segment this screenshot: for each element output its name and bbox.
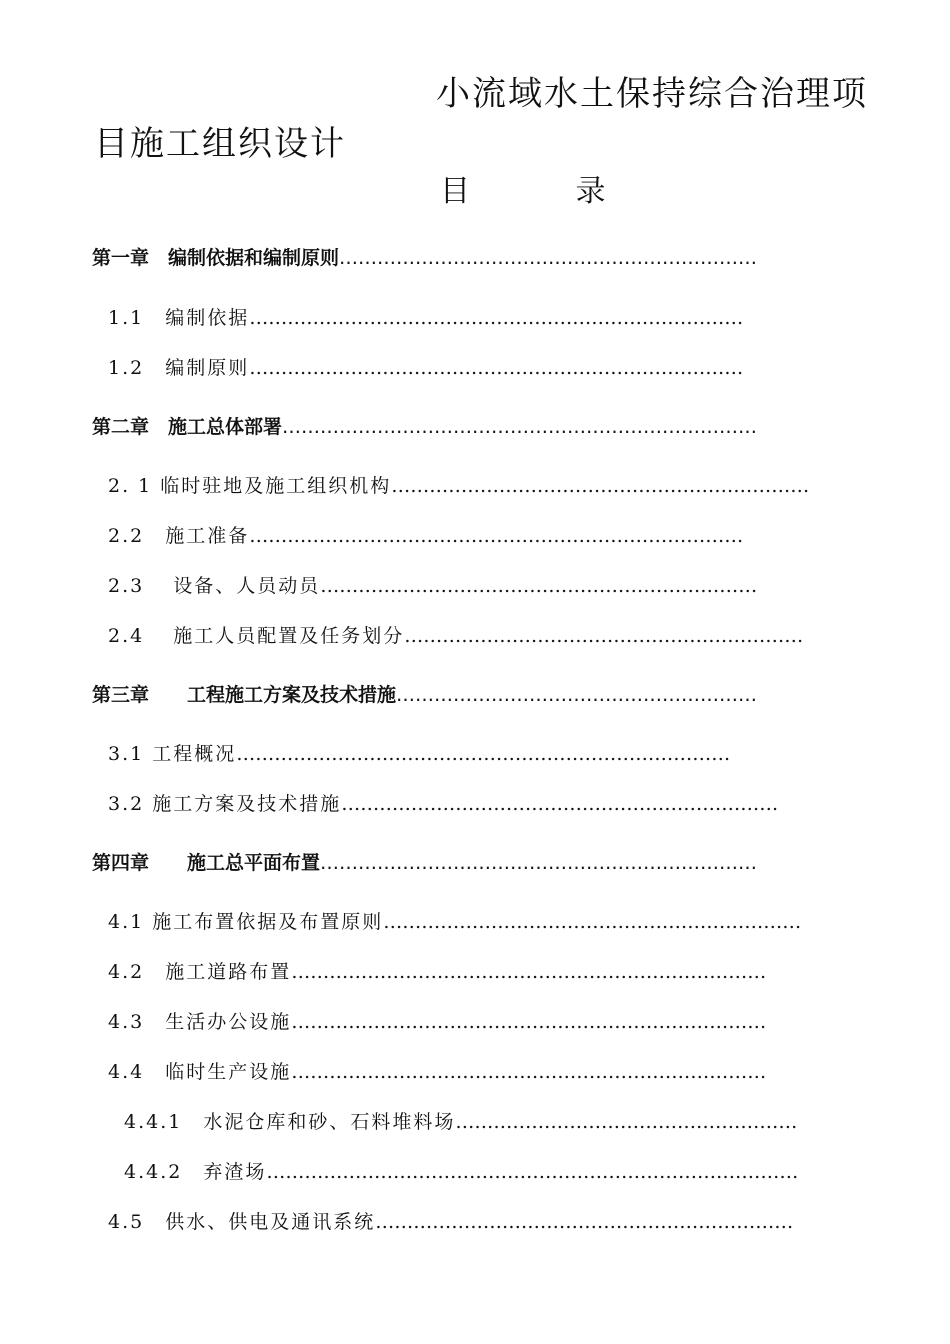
toc-chapter-1[interactable]: 第一章 编制依据和编制原则…………………………………………………………: [92, 247, 758, 269]
toc-section-3-2[interactable]: 3.2 施工方案及技术措施……………………………………………………………: [108, 793, 779, 815]
doc-title-line1: 小流域水土保持综合治理项: [436, 74, 868, 114]
toc-section-2-1[interactable]: 2. 1 临时驻地及施工组织机构…………………………………………………………: [108, 475, 810, 497]
toc-section-4-2[interactable]: 4.2 施工道路布置…………………………………………………………………: [108, 961, 767, 983]
toc-section-2-4[interactable]: 2.4 施工人员配置及任务划分………………………………………………………: [108, 625, 804, 647]
toc-section-3-1[interactable]: 3.1 工程概况……………………………………………………………………: [108, 743, 731, 765]
toc-section-4-3[interactable]: 4.3 生活办公设施…………………………………………………………………: [108, 1011, 767, 1033]
toc-section-2-2[interactable]: 2.2 施工准备……………………………………………………………………: [108, 525, 744, 547]
toc-heading: 目 录: [440, 174, 654, 209]
toc-section-2-3[interactable]: 2.3 设备、人员动员……………………………………………………………: [108, 575, 758, 597]
toc-chapter-4[interactable]: 第四章 施工总平面布置……………………………………………………………: [92, 852, 758, 874]
toc-section-4-5[interactable]: 4.5 供水、供电及通讯系统…………………………………………………………: [108, 1211, 794, 1233]
toc-chapter-2[interactable]: 第二章 施工总体部署…………………………………………………………………: [92, 416, 758, 438]
toc-section-1-1[interactable]: 1.1 编制依据……………………………………………………………………: [108, 307, 744, 329]
toc-chapter-3[interactable]: 第三章 工程施工方案及技术措施…………………………………………………: [92, 684, 758, 706]
doc-title-line2: 目施工组织设计: [94, 124, 346, 164]
toc-section-1-2[interactable]: 1.2 编制原则……………………………………………………………………: [108, 357, 744, 379]
toc-section-4-4-1[interactable]: 4.4.1 水泥仓库和砂、石料堆料场………………………………………………: [124, 1111, 798, 1133]
toc-section-4-4[interactable]: 4.4 临时生产设施…………………………………………………………………: [108, 1061, 767, 1083]
toc-section-4-4-2[interactable]: 4.4.2 弃渣场…………………………………………………………………………: [124, 1161, 799, 1183]
toc-section-4-1[interactable]: 4.1 施工布置依据及布置原则…………………………………………………………: [108, 911, 802, 933]
